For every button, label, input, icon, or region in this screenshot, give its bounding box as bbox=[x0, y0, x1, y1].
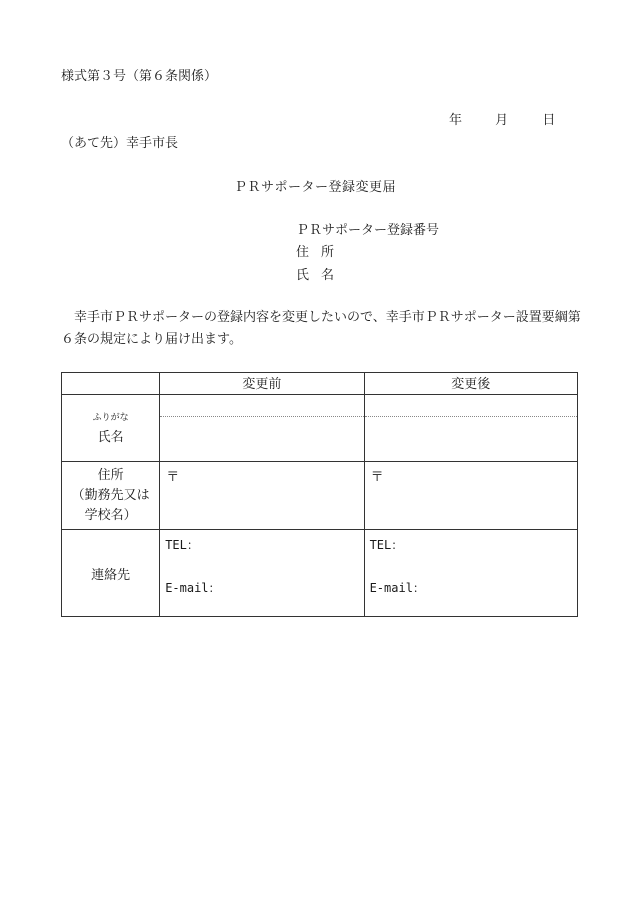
document-title: ＰＲサポーター登録変更届 bbox=[233, 180, 396, 195]
date-year-label: 年 bbox=[449, 113, 463, 128]
applicant-address-label: 住所 bbox=[296, 245, 347, 260]
contact-label-cell bbox=[62, 530, 160, 617]
address-label-line-2: （勤務先又は bbox=[71, 487, 150, 503]
table-row-address bbox=[62, 462, 578, 530]
name-before-cell[interactable] bbox=[160, 395, 364, 462]
email-label-after: E-mail： bbox=[369, 581, 425, 595]
postal-mark-after: 〒 bbox=[370, 470, 384, 485]
date-day-label: 日 bbox=[542, 113, 556, 128]
email-label-before: E-mail： bbox=[165, 581, 221, 595]
name-label-cell bbox=[62, 395, 160, 462]
form-number: 様式第３号（第６条関係） bbox=[61, 69, 218, 84]
contact-before-cell[interactable] bbox=[160, 530, 364, 617]
address-after-cell[interactable] bbox=[364, 462, 577, 530]
table-row-contact bbox=[62, 530, 578, 617]
contact-label: 連絡先 bbox=[91, 567, 131, 583]
date-month-label: 月 bbox=[495, 113, 509, 128]
name-after-cell[interactable] bbox=[364, 395, 577, 462]
furigana-after-field[interactable] bbox=[365, 395, 577, 417]
table-header-row bbox=[62, 373, 578, 395]
contact-after-cell[interactable] bbox=[364, 530, 577, 617]
header-after: 変更後 bbox=[364, 373, 577, 395]
applicant-name-label: 氏名 bbox=[296, 268, 347, 283]
body-text: 幸手市ＰＲサポーターの登録内容を変更したいので、幸手市ＰＲサポーター設置要綱第６条の規定により届け出ます。 bbox=[61, 310, 581, 347]
tel-label-before: TEL： bbox=[165, 538, 199, 552]
address-label-cell bbox=[62, 462, 160, 530]
address-label-line-3: 学校名） bbox=[84, 507, 137, 523]
change-table bbox=[61, 372, 578, 617]
address-label-line-1: 住所 bbox=[97, 467, 124, 483]
furigana-label: ふりがな bbox=[92, 413, 129, 423]
postal-mark-before: 〒 bbox=[166, 470, 180, 485]
furigana-before-field[interactable] bbox=[160, 395, 363, 417]
name-label: 氏名 bbox=[97, 430, 124, 445]
header-empty-cell bbox=[62, 373, 160, 395]
header-before: 変更前 bbox=[160, 373, 364, 395]
date-line bbox=[449, 113, 555, 129]
tel-label-after: TEL： bbox=[369, 538, 404, 552]
address-before-cell[interactable] bbox=[160, 462, 364, 530]
table-row-name bbox=[62, 395, 578, 462]
addressee: （あて先）幸手市長 bbox=[61, 136, 179, 151]
applicant-registration-number-label: ＰＲサポーター登録番号 bbox=[296, 223, 440, 238]
